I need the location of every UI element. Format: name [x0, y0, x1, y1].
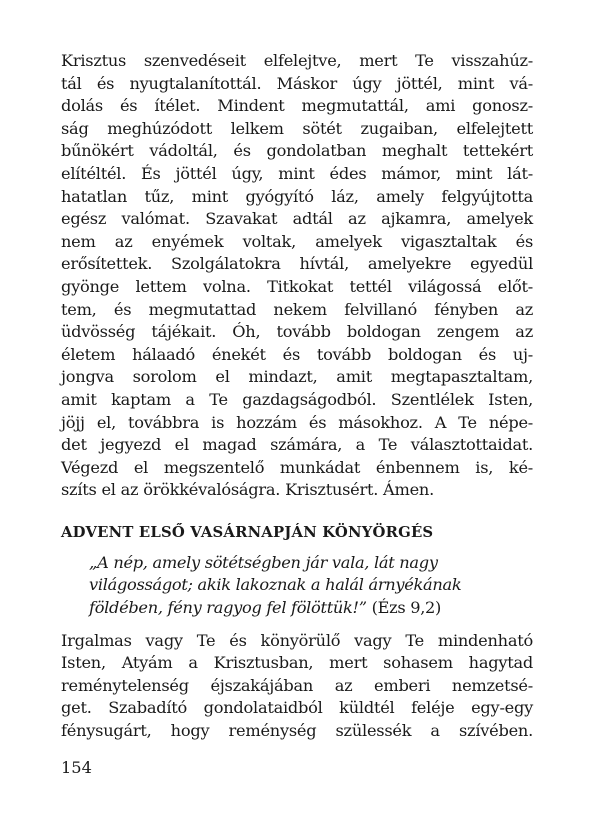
text-line: tál és nyugtalanítottál. Máskor úgy jöttél, mint vá-: [61, 73, 533, 93]
text-line: Irgalmas vagy Te és könyörülő vagy Te mindenható: [61, 630, 533, 650]
text-line: gyönge lettem volna. Titkokat tettél világossá előt-: [61, 276, 533, 296]
text-line: hatatlan tűz, mint gyógyító láz, amely felgyújtotta: [61, 186, 533, 206]
text-line: get. Szabadító gondolataidból küldtél feléje egy-egy: [61, 698, 533, 718]
text-line: Végezd el megszentelő munkádat énbennem is, ké-: [61, 457, 533, 477]
text-line: nem az enyémek voltak, amelyek vigasztaltak és: [61, 231, 533, 251]
text-line: det jegyezd el magad számára, a Te választottaidat.: [61, 435, 533, 455]
text-line: Isten, Atyám a Krisztusban, mert sohasem hagytad: [61, 653, 533, 673]
text-line: egész valómat. Szavakat adtál az ajkamra, amelyek: [61, 209, 533, 229]
book-page: [61, 50, 533, 743]
text-line: elítéltél. És jöttél úgy, mint édes mámor, mint lát-: [61, 163, 533, 183]
text-line: ság meghúzódott lelkem sötét zugaiban, elfelejtett: [61, 118, 533, 138]
prayer-paragraph-continued: [61, 50, 533, 502]
section-heading: ADVENT ELSŐ VASÁRNAPJÁN KÖNYÖRGÉS: [61, 523, 434, 541]
prayer-paragraph: [61, 630, 533, 743]
quote-line: [89, 597, 533, 620]
text-line: dolás és ítélet. Mindent megmutattál, ami gonosz-: [61, 96, 533, 116]
text-line: amit kaptam a Te gazdagságodból. Szentlélek Isten,: [61, 389, 533, 409]
quote-line: „A nép, amely sötétségben jár vala, lát nagy: [89, 552, 438, 572]
page-number: 154: [61, 758, 92, 777]
text-line: Krisztus szenvedéseit elfelejtve, mert Te visszahúz-: [61, 51, 533, 70]
text-line: jöjj el, továbbra is hozzám és másokhoz. A Te népe-: [61, 412, 533, 432]
text-line: erősítettek. Szolgálatokra hívtál, amelyekre egyedül: [61, 254, 533, 274]
text-line: üdvösség tájékait. Óh, tovább boldogan zengem az: [61, 322, 533, 342]
quote-line: világosságot; akik lakoznak a halál árnyékának: [89, 575, 462, 595]
text-line: reménytelenség éjszakájában az emberi nemzetsé-: [61, 675, 533, 695]
text-line: életem hálaadó énekét és tovább boldogan és uj-: [61, 344, 533, 364]
scripture-quote: [61, 552, 533, 620]
text-line: fénysugárt, hogy reménység szülessék a szívében.: [61, 721, 533, 741]
text-line: tem, és megmutattad nekem felvillanó fényben az: [61, 299, 533, 319]
text-line: szíts el az örökkévalóságra. Krisztusért. Ámen.: [61, 480, 434, 500]
quote-line-text: földében, fény ragyog fel fölöttük!”: [89, 598, 367, 618]
text-line: jongva sorolom el mindazt, amit megtapasztaltam,: [61, 367, 533, 387]
text-line: bűnökért vádoltál, és gondolatban meghalt tettekért: [61, 141, 533, 161]
scripture-reference: (Ézs 9,2): [371, 598, 442, 618]
